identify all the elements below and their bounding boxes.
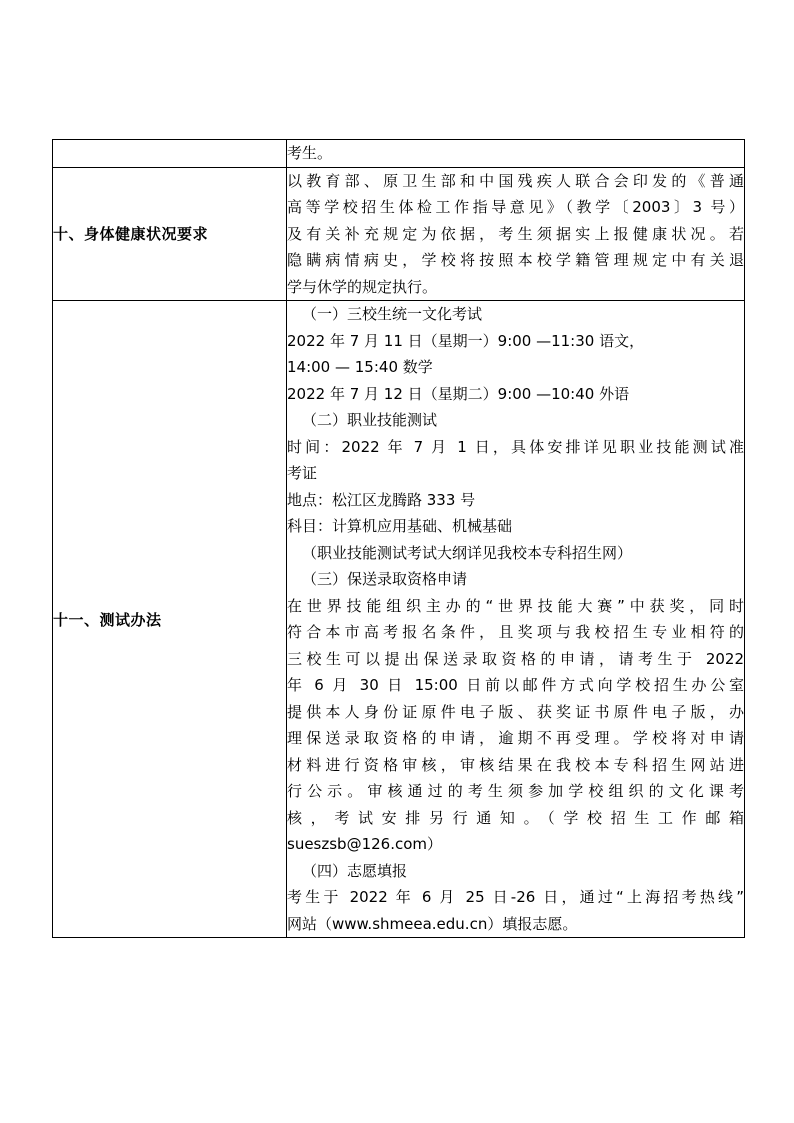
row-content-health-requirements: [287, 167, 745, 301]
text-line: 隐瞒病情病史，学校将按照本校学籍管理规定中有关退: [287, 251, 744, 269]
text-line: 地点：松江区龙腾路 333 号: [287, 490, 476, 509]
text-line: 提供本人身份证原件电子版、获奖证书原件电子版，办: [287, 702, 744, 721]
text-line: 2022 年 7 月 11 日（星期一）9:00 —11:30 语文，: [287, 331, 645, 350]
section-heading: （三）保送录取资格申请: [302, 570, 468, 588]
text-line: 学与休学的规定执行。: [287, 277, 438, 296]
table-row: [53, 301, 745, 938]
text-line: 行公示。审核通过的考生须参加学校组织的文化课考: [287, 782, 744, 800]
text-line: 考生。: [287, 144, 333, 162]
row-content-test-methods: [287, 301, 745, 938]
text-line: 在世界技能组织主办的“世界技能大赛”中获奖，同时: [287, 596, 744, 615]
section-heading: （二）职业技能测试: [302, 411, 438, 429]
text-line: 及有关补充规定为依据，考生须据实上报健康状况。若: [287, 224, 744, 243]
table-row: [53, 140, 745, 168]
text-line: 科目：计算机应用基础、机械基础: [287, 517, 513, 535]
text-line: 时间：2022 年 7 月 1 日，具体安排详见职业技能测试准: [287, 437, 744, 456]
text-line: 材料进行资格审核，审核结果在我校本专科招生网站进: [287, 755, 744, 774]
text-line: 考生于 2022 年 6 月 25 日-26 日，通过“上海招考热线”: [287, 888, 744, 906]
text-line: （职业技能测试考试大纲详见我校本专科招生网）: [302, 543, 633, 562]
table-row: [53, 167, 745, 301]
text-line: 考证: [287, 464, 318, 482]
row-label: [53, 140, 287, 168]
section-heading: （一）三校生统一文化考试: [302, 305, 483, 323]
text-line: 理保送录取资格的申请，逾期不再受理。学校将对申请: [287, 729, 744, 747]
text-line: 符合本市高考报名条件，且奖项与我校招生专业相符的: [287, 623, 744, 641]
text-line: 年 6 月 30 日 15:00 日前以邮件方式向学校招生办公室: [287, 676, 744, 694]
text-line: 核，考试安排另行通知。（学校招生工作邮箱: [287, 808, 744, 827]
text-line: 网站（www.shmeea.edu.cn）填报志愿。: [287, 914, 578, 933]
row-content: [287, 140, 745, 168]
text-line: 14:00 — 15:40 数学: [287, 358, 433, 376]
text-line: 2022 年 7 月 12 日（星期二）9:00 —10:40 外语: [287, 384, 630, 403]
text-line: 高等学校招生体检工作指导意见》（教学〔2003〕3 号）: [287, 198, 744, 216]
email-line: sueszsb@126.com）: [287, 835, 443, 853]
section-heading: （四）志愿填报: [302, 861, 408, 880]
row-label-test-methods: 十一、测试办法: [53, 301, 287, 938]
text-line: 以教育部、原卫生部和中国残疾人联合会印发的《普通: [287, 171, 744, 190]
text-line: 三校生可以提出保送录取资格的申请，请考生于 2022: [287, 649, 744, 668]
admission-rules-table: [52, 139, 745, 938]
row-label-health-requirements: 十、身体健康状况要求: [53, 167, 287, 301]
